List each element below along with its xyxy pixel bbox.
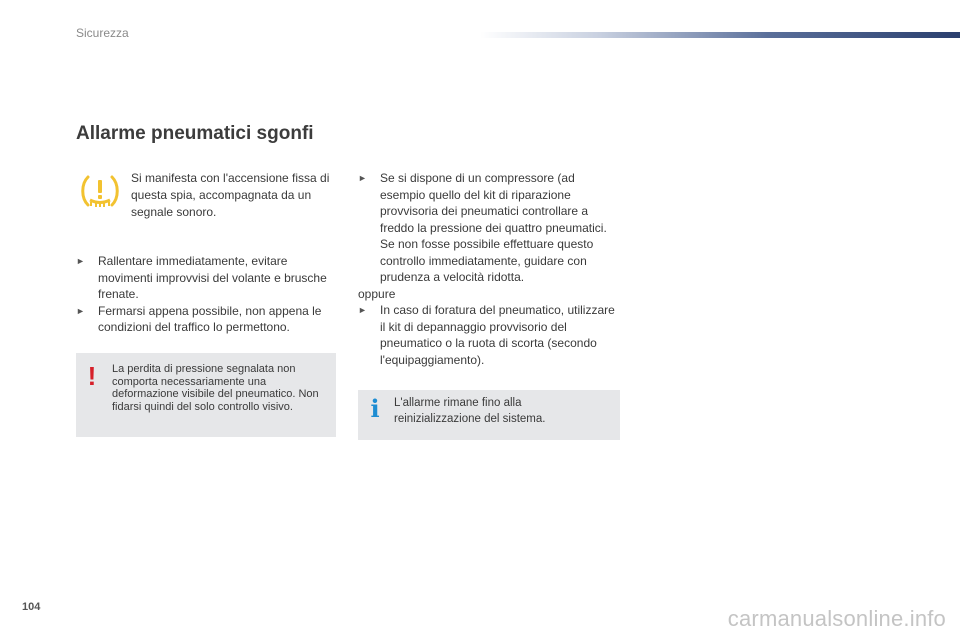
- page-title: Allarme pneumatici sgonfi: [76, 123, 314, 144]
- list-item-text: Fermarsi appena possibile, non appena le condizioni del traffico lo permettono.: [98, 303, 322, 334]
- exclamation-icon: !: [87, 361, 97, 391]
- list-item: [76, 303, 341, 336]
- right-action-list: [358, 170, 623, 286]
- list-item: [358, 302, 623, 368]
- list-item-text: Se si dispone di un compressore (ad esempio quello del kit di riparazione provvisoria dei pneumatici controllare a freddo la pressione dei quattro pneumatici. Se non fosse possibile effettuare questo controllo immediatamente, guidare con prudenza a velocità ridotta.: [380, 171, 607, 284]
- header-gradient-bar: [480, 32, 960, 38]
- right-action-list-alt: [358, 302, 623, 368]
- oppure-text: oppure: [358, 286, 396, 301]
- info-icon: i: [370, 394, 380, 423]
- list-item-text: Rallentare immediatamente, evitare movimenti improvvisi del volante e brusche frenate.: [98, 254, 327, 301]
- list-item-text: In caso di foratura del pneumatico, utilizzare il kit di depannaggio provvisorio del pneumatico o la ruota di scorta (secondo l'equipaggiamento).: [380, 303, 615, 367]
- tire-pressure-warning-icon: [80, 172, 120, 212]
- intro-text: Si manifesta con l'accensione fissa di questa spia, accompagnata da un segnale sonoro.: [131, 171, 330, 219]
- arrow-bullet-icon: ►: [76, 256, 85, 266]
- section-label: Sicurezza: [76, 26, 129, 40]
- right-column: [358, 170, 623, 368]
- left-action-list: [76, 253, 341, 336]
- warning-note-text: La perdita di pressione segnalata non comporta necessariamente una deformazione visibile del pneumatico. Non fidarsi quindi del solo controllo visivo.: [112, 363, 319, 413]
- arrow-bullet-icon: ►: [358, 305, 367, 315]
- warning-note: [76, 353, 336, 437]
- list-item: [76, 253, 341, 303]
- arrow-bullet-icon: ►: [358, 173, 367, 183]
- info-note-text: L'allarme rimane fino alla reinizializzazione del sistema.: [394, 397, 546, 425]
- page-number: 104: [22, 601, 41, 613]
- list-item: [358, 170, 623, 286]
- watermark: carmanualsonline.info: [727, 606, 946, 631]
- arrow-bullet-icon: ►: [76, 305, 85, 316]
- info-note: [358, 390, 620, 440]
